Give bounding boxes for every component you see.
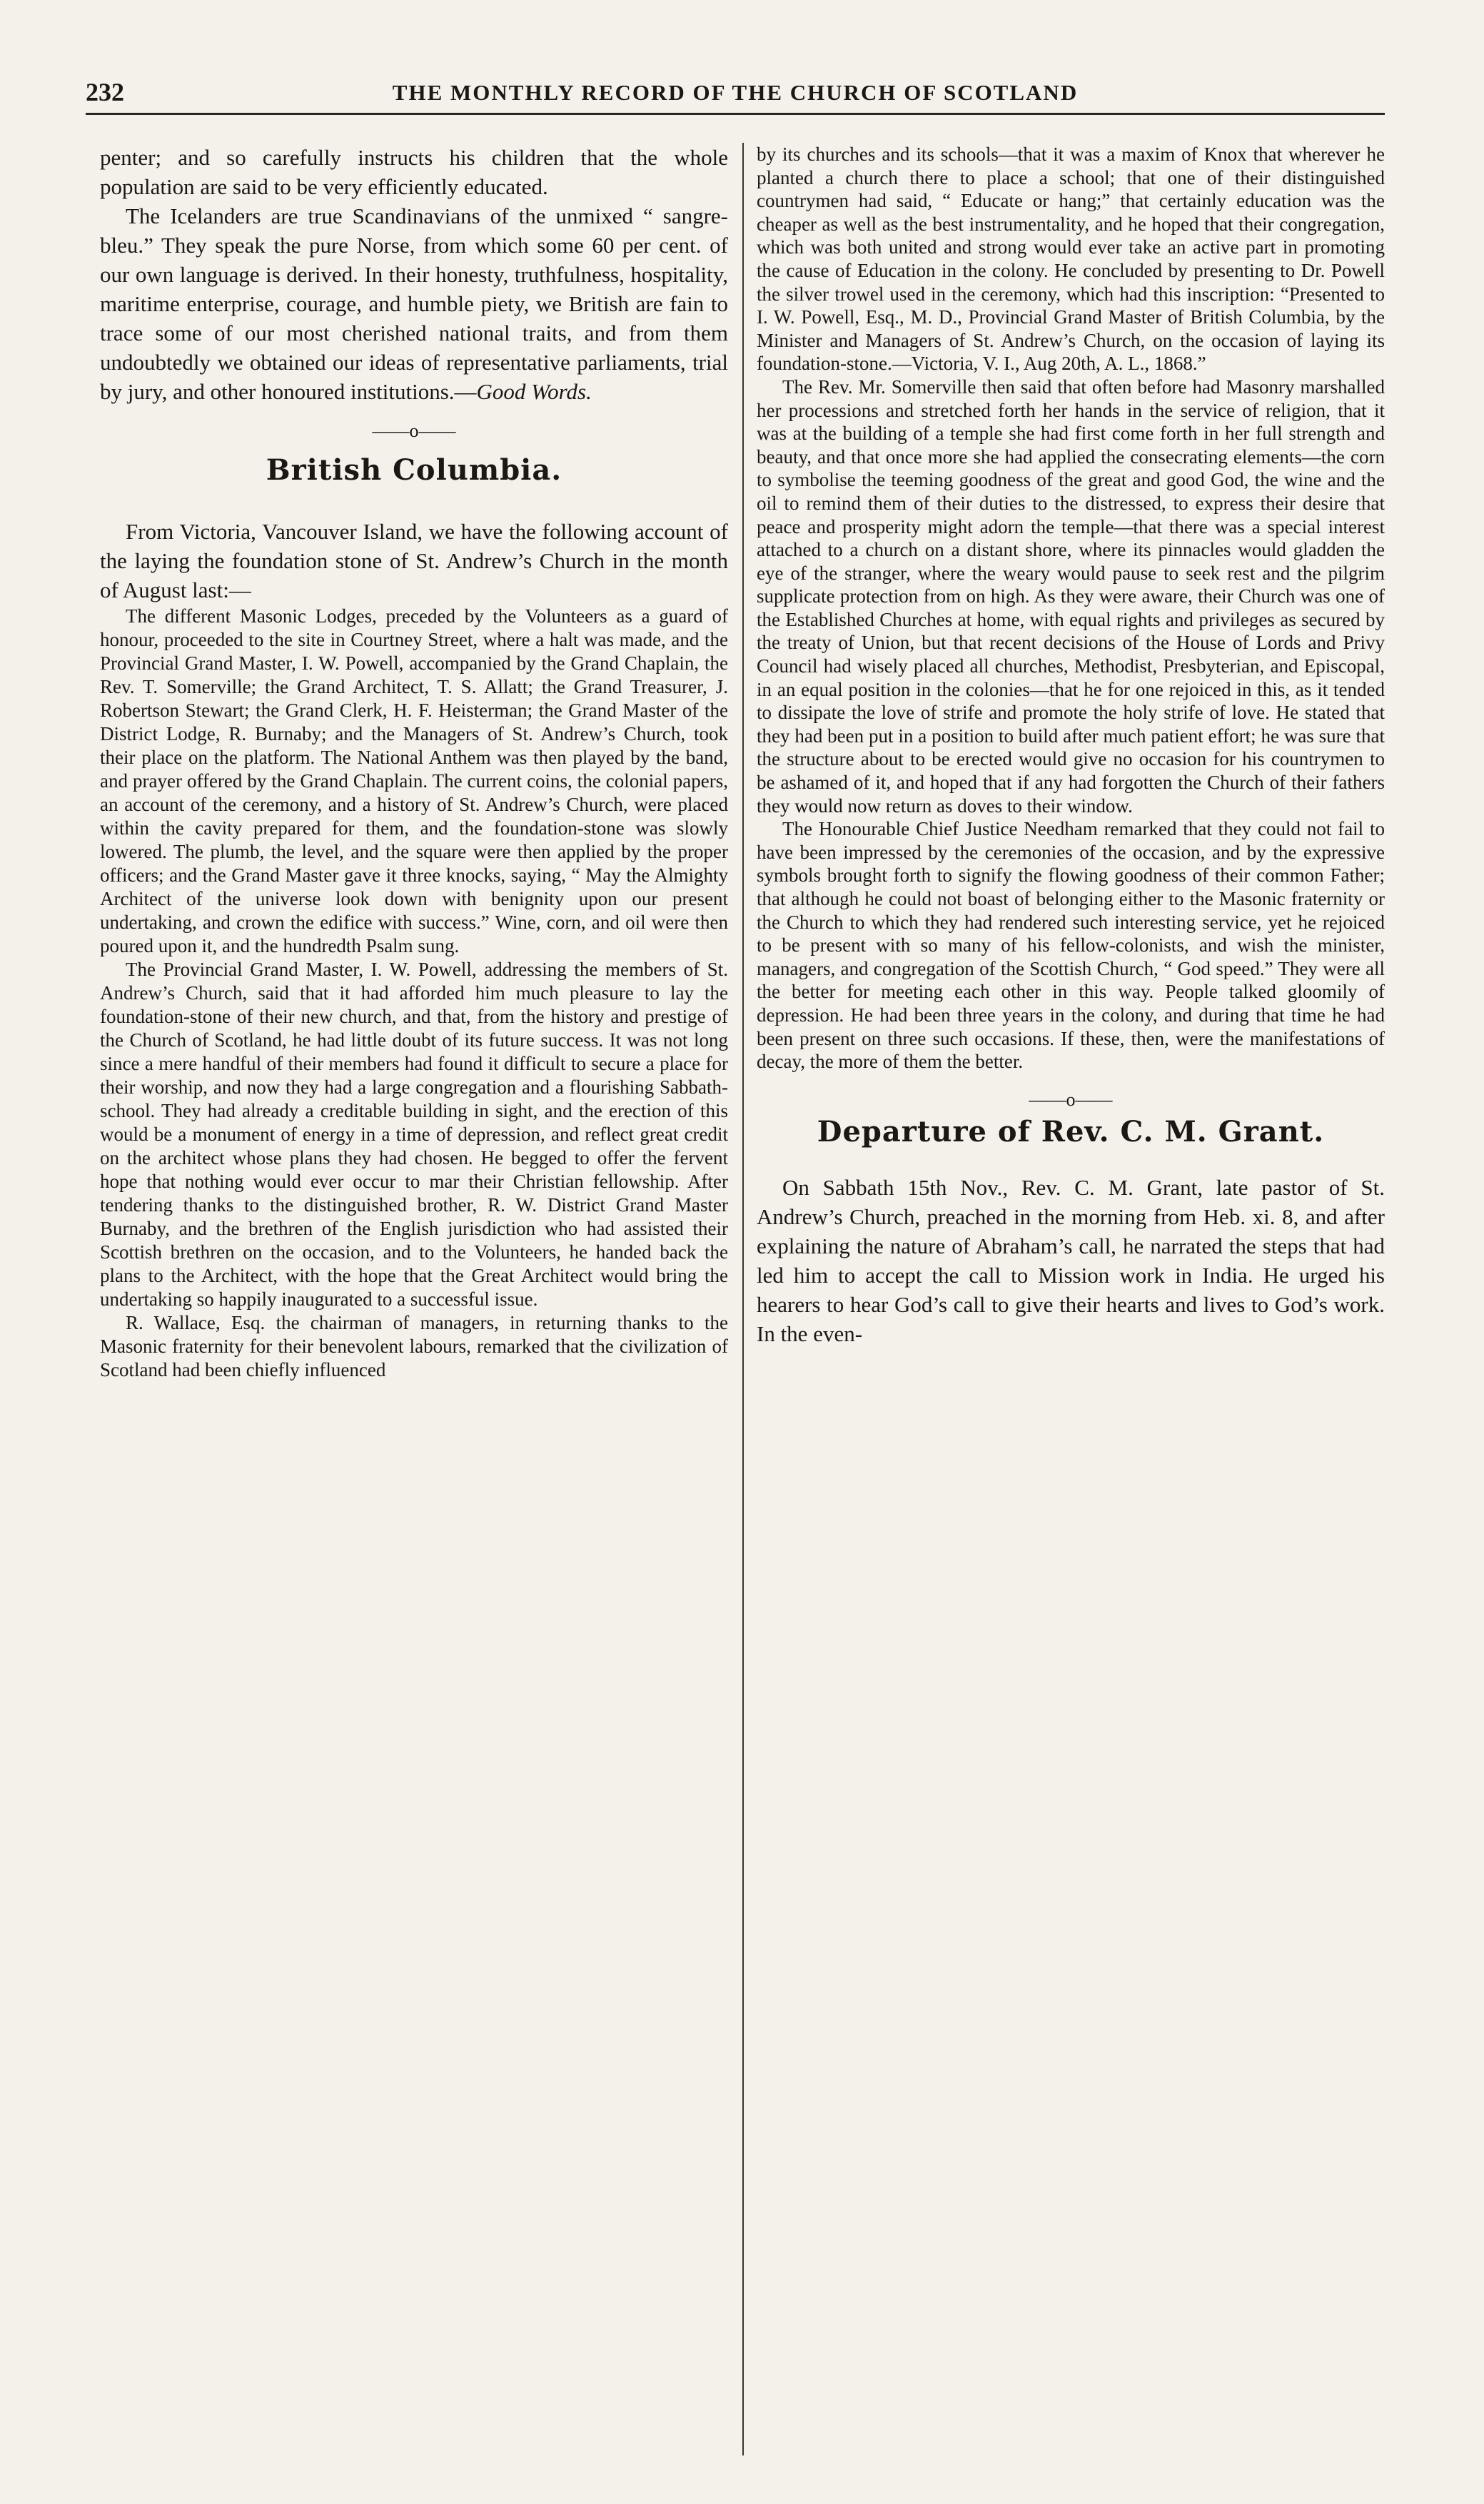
article-paragraph: The Honourable Chief Justice Needham remarked that they could not fail to have been impressed by the ceremonies of the occasion, and by the expressive symbols brought forth to signify the flowing goodness of their common Father; that although he could not boast of belonging either to the Masonic fraternity or the Church to which they had rendered such interesting service, yet he rejoiced to be present with so many of his fellow-colonists, and wish the minister, managers, and congregation of the Scottish Church, “ God speed.” They were all the better for meeting each other in this way. People talked gloomily of depression. He had been three years in the colony, and during that time he had been present on three such occasions. If these, then, were the manifestations of decay, the more of them the better. bbox=[757, 818, 1385, 1073]
section-separator: ——o—— bbox=[372, 420, 456, 441]
article-paragraph: The different Masonic Lodges, preceded by the Volunteers as a guard of honour, proceeded to the site in Courtney Street, where a halt was made, and the Provincial Grand Master, I. W. Powell, accompanied by the Grand Chaplain, the Rev. T. Somerville; the Grand Architect, T. S. Allatt; the Grand Treasurer, J. Robertson Stewart; the Grand Clerk, H. F. Heisterman; the Grand Master of the District Lodge, R. Burnaby; and the Managers of St. Andrew’s Church, took their place on the platform. The National Anthem was then played by the band, and prayer offered by the Grand Chaplain. The current coins, the colonial papers, an account of the ceremony, and a history of St. Andrew’s Church, were placed within the cavity prepared for them, and the foundation-stone was slowly lowered. The plumb, the level, and the square were then applied by the proper officers; and the Grand Master gave it three knocks, saying, “ May the Almighty Architect of the universe look down with benignity upon our present undertaking, and crown the edifice with success.” Wine, corn, and oil were then poured upon it, and the hundredth Psalm sung. bbox=[100, 605, 728, 956]
right-column bbox=[757, 143, 1385, 2455]
article-paragraph: The Provincial Grand Master, I. W. Powell, addressing the members of St. Andrew’s Church, said that it had afforded him much pleasure to lay the foundation-stone of their new church, and that, from the history and prestige of the Church of Scotland, he had little doubt of its future success. It was not long since a mere handful of their members had found it difficult to secure a place for their worship, and now they had a large congregation and a flourishing Sabbath-school. They had already a creditable building in sight, and the erection of this would be a monument of energy in a time of depression, and reflect great credit on the architect whose plans they had chosen. He begged to offer the fervent hope that nothing would ever occur to mar their Christian fellowship. After tendering thanks to the distinguished brother, R. W. District Grand Master Burnaby, and the brethren of the English jurisdiction who had assisted their Scottish brethren on the occasion, and to the Volunteers, he handed back the plans to the Architect, with the hope that the Great Architect would bring the undertaking so happily inaugurated to a successful issue. bbox=[100, 959, 728, 1310]
section-heading-departure: Departure of Rev. C. M. Grant. bbox=[817, 1114, 1325, 1148]
source-attribution: Good Words. bbox=[476, 379, 592, 404]
iceland-paragraph bbox=[100, 201, 728, 406]
article-paragraph: R. Wallace, Esq. the chairman of managers, in returning thanks to the Masonic fraternity for their benevolent labours, remarked that the civilization of Scotland had been chiefly influenced bbox=[100, 1312, 728, 1380]
column-divider bbox=[742, 143, 744, 2455]
section-heading-british-columbia: British Columbia. bbox=[266, 453, 562, 487]
running-header bbox=[86, 77, 1385, 115]
page-number: 232 bbox=[86, 78, 124, 106]
article-paragraph: The Rev. Mr. Somerville then said that often before had Masonry marshalled her processions and stretched forth her hands in the service of religion, that it was at the building of a temple she had first come forth in her full strength and beauty, and that once more she had applied the consecrating elements—the corn to symbolise the teeming goodness of the great and good God, the wine and the oil to remind them of their duties to the distressed, to express their desire that peace and prosperity might adorn the temple—that there was a special interest attached to a church on a distant shore, where its pinnacles would gladden the eye of the stranger, where the weary would pause to seek rest and the pilgrim supplicate protection from on high. As they were aware, their Church was one of the Established Churches at home, with equal rights and privileges as secured by the treaty of Union, but that recent decisions of the House of Lords and Privy Council had wisely placed all churches, Methodist, Presbyterian, and Episcopal, in an equal position in the colonies—that he for one rejoiced in this, as it tended to dissipate the love of strife and promote the holy strife of love. He stated that they had been put in a position to build after much patient effort; he was sure that the structure about to be erected would give no occasion for his countrymen to be ashamed of it, and hoped that if any had forgotten the Church of their fathers they would now return as doves to their window. bbox=[757, 375, 1385, 817]
article-paragraph: On Sabbath 15th Nov., Rev. C. M. Grant, late pastor of St. Andrew’s Church, preached in the morning from Heb. xi. 8, and after explaining the nature of Abraham’s call, he narrated the steps that had led him to accept the call to Mission work in India. He urged his hearers to hear God’s call to give their hearts and lives to God’s work. In the even- bbox=[757, 1174, 1385, 1346]
running-title: THE MONTHLY RECORD OF THE CHURCH OF SCOTLAND bbox=[392, 80, 1079, 105]
left-column bbox=[100, 143, 728, 2455]
section-separator: ——o—— bbox=[1029, 1089, 1113, 1110]
iceland-paragraph-text: The Icelanders are true Scandinavians of the unmixed “ sangre-bleu.” They speak the pure Norse, from which some 60 per cent. of our own language is derived. In their honesty, truthfulness, hospitality, maritime enterprise, courage, and humble piety, we British are fain to trace some of our most cherished national traits, and from them undoubtedly we obtained our ideas of representative parliaments, trial by jury, and other honoured institutions.— bbox=[100, 203, 728, 404]
article-paragraph-continued: by its churches and its schools—that it was a maxim of Knox that wherever he planted a church there to place a school; that one of their distinguished countrymen had said, “ Educate or hang;” that certainly education was the cheaper as well as the best instrumentality, and he hoped that their congregation, which was both united and strong would ever take an active part in promoting the cause of Education in the colony. He concluded by presenting to Dr. Powell the silver trowel used in the ceremony, which had this inscription: “Presented to I. W. Powell, Esq., M. D., Provincial Grand Master of British Columbia, by the Minister and Managers of St. Andrew’s Church, on the occasion of laying its foundation-stone.—Victoria, V. I., Aug 20th, A. L., 1868.” bbox=[757, 143, 1385, 375]
article-intro: From Victoria, Vancouver Island, we have the following account of the laying the foundation stone of St. Andrew’s Church in the month of August last:— bbox=[100, 519, 728, 602]
iceland-paragraph-continued: penter; and so carefully instructs his children that the whole population are said to be very efficiently educated. bbox=[100, 145, 728, 199]
